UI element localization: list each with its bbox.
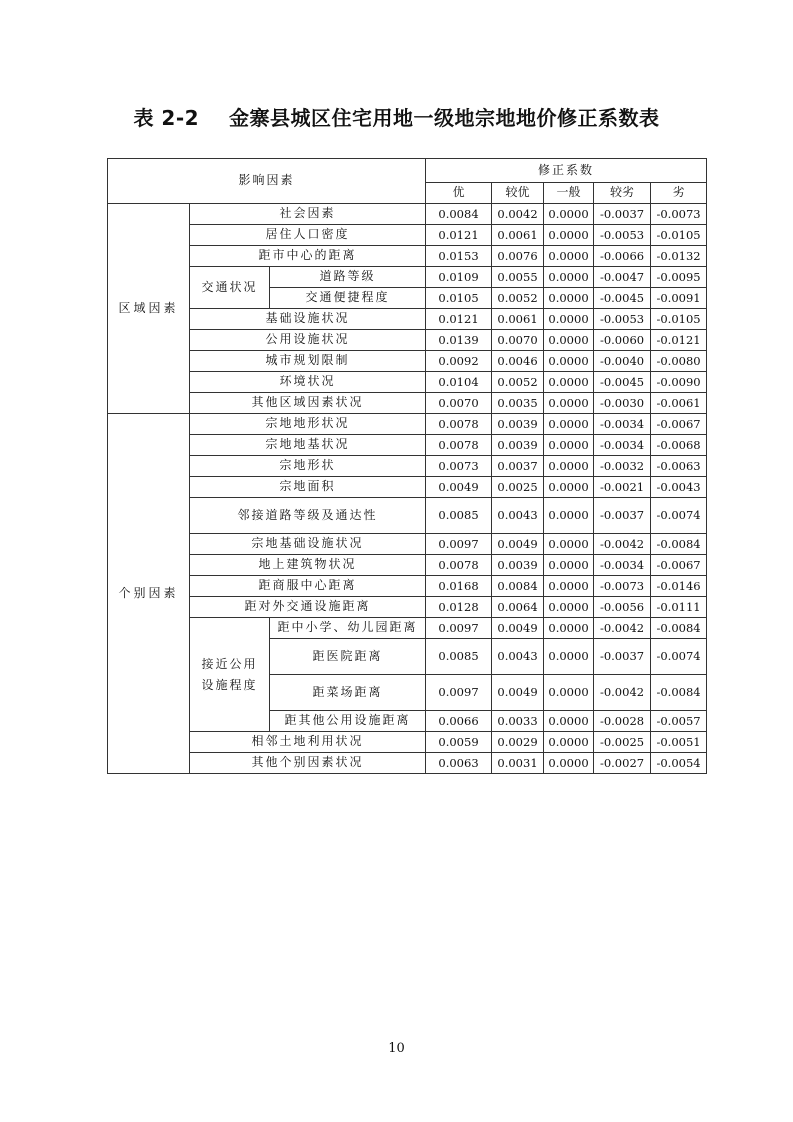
coef-value: 0.0000 xyxy=(544,618,594,639)
coef-value: -0.0105 xyxy=(651,309,707,330)
coef-value: 0.0039 xyxy=(492,555,544,576)
coef-value: -0.0028 xyxy=(594,711,651,732)
coef-value: 0.0000 xyxy=(544,753,594,774)
coef-value: 0.0105 xyxy=(426,288,492,309)
coef-value: 0.0000 xyxy=(544,330,594,351)
coef-value: 0.0000 xyxy=(544,393,594,414)
coef-value: 0.0039 xyxy=(492,435,544,456)
table-row xyxy=(108,498,707,534)
coef-value: 0.0000 xyxy=(544,498,594,534)
coef-value: 0.0049 xyxy=(426,477,492,498)
coef-value: 0.0168 xyxy=(426,576,492,597)
factor-label: 距菜场距离 xyxy=(270,675,426,711)
coef-value: 0.0033 xyxy=(492,711,544,732)
coef-value: 0.0073 xyxy=(426,456,492,477)
coef-value: 0.0061 xyxy=(492,309,544,330)
coef-value: -0.0121 xyxy=(651,330,707,351)
coef-value: -0.0045 xyxy=(594,372,651,393)
coef-value: 0.0049 xyxy=(492,618,544,639)
coef-header: 修正系数 xyxy=(426,159,707,183)
coef-value: 0.0000 xyxy=(544,576,594,597)
factor-label: 城市规划限制 xyxy=(190,351,426,372)
coef-value: 0.0000 xyxy=(544,288,594,309)
coef-value: 0.0064 xyxy=(492,597,544,618)
coef-value: 0.0000 xyxy=(544,456,594,477)
coef-value: -0.0146 xyxy=(651,576,707,597)
factor-label: 环境状况 xyxy=(190,372,426,393)
coef-value: 0.0000 xyxy=(544,372,594,393)
coef-value: -0.0042 xyxy=(594,675,651,711)
coef-value: 0.0078 xyxy=(426,414,492,435)
coef-value: -0.0045 xyxy=(594,288,651,309)
coef-value: 0.0000 xyxy=(544,435,594,456)
coef-value: -0.0054 xyxy=(651,753,707,774)
group-label: 区域因素 xyxy=(108,204,190,414)
coef-value: 0.0063 xyxy=(426,753,492,774)
factor-label: 距对外交通设施距离 xyxy=(190,597,426,618)
factor-label: 距医院距离 xyxy=(270,639,426,675)
table-row xyxy=(108,753,707,774)
coef-value: -0.0060 xyxy=(594,330,651,351)
coef-value: -0.0030 xyxy=(594,393,651,414)
coef-value: -0.0057 xyxy=(651,711,707,732)
coef-value: -0.0074 xyxy=(651,639,707,675)
coef-value: 0.0000 xyxy=(544,675,594,711)
coef-value: 0.0000 xyxy=(544,639,594,675)
factor-label: 宗地地基状况 xyxy=(190,435,426,456)
table-row xyxy=(108,534,707,555)
coef-value: 0.0043 xyxy=(492,639,544,675)
factor-label: 公用设施状况 xyxy=(190,330,426,351)
subgroup-label: 交通状况 xyxy=(190,267,270,309)
table-row xyxy=(108,435,707,456)
coef-value: -0.0025 xyxy=(594,732,651,753)
coef-value: -0.0056 xyxy=(594,597,651,618)
factor-label: 宗地基础设施状况 xyxy=(190,534,426,555)
coef-value: -0.0111 xyxy=(651,597,707,618)
coef-value: -0.0091 xyxy=(651,288,707,309)
coef-value: 0.0025 xyxy=(492,477,544,498)
coef-value: 0.0000 xyxy=(544,351,594,372)
coef-value: 0.0000 xyxy=(544,477,594,498)
coef-value: -0.0037 xyxy=(594,498,651,534)
factor-label: 距其他公用设施距离 xyxy=(270,711,426,732)
coef-value: 0.0000 xyxy=(544,309,594,330)
coef-value: -0.0132 xyxy=(651,246,707,267)
coefficient-table xyxy=(107,158,707,774)
coef-value: 0.0059 xyxy=(426,732,492,753)
coef-value: -0.0063 xyxy=(651,456,707,477)
coef-value: 0.0084 xyxy=(492,576,544,597)
coef-value: -0.0043 xyxy=(651,477,707,498)
coef-value: 0.0035 xyxy=(492,393,544,414)
factor-label: 社会因素 xyxy=(190,204,426,225)
table-row xyxy=(108,204,707,225)
coef-value: 0.0000 xyxy=(544,204,594,225)
coef-value: 0.0043 xyxy=(492,498,544,534)
factor-label: 交通便捷程度 xyxy=(270,288,426,309)
table-row xyxy=(108,597,707,618)
factor-header: 影响因素 xyxy=(108,159,426,204)
coef-value: 0.0000 xyxy=(544,267,594,288)
coef-value: 0.0039 xyxy=(492,414,544,435)
coef-value: 0.0121 xyxy=(426,225,492,246)
coef-value: -0.0073 xyxy=(651,204,707,225)
table-row xyxy=(108,555,707,576)
factor-label: 距中小学、幼儿园距离 xyxy=(270,618,426,639)
coef-value: -0.0066 xyxy=(594,246,651,267)
factor-label: 其他个别因素状况 xyxy=(190,753,426,774)
coef-value: 0.0000 xyxy=(544,414,594,435)
header-row xyxy=(108,159,707,183)
grade-header: 一般 xyxy=(544,183,594,204)
coef-value: 0.0121 xyxy=(426,309,492,330)
table-number: 表 2-2 xyxy=(133,106,200,130)
coef-value: 0.0052 xyxy=(492,288,544,309)
coef-value: 0.0085 xyxy=(426,498,492,534)
coef-value: 0.0139 xyxy=(426,330,492,351)
coef-value: -0.0034 xyxy=(594,414,651,435)
table-row xyxy=(108,732,707,753)
table-row xyxy=(108,414,707,435)
table-row xyxy=(108,351,707,372)
table-row xyxy=(108,456,707,477)
coef-value: -0.0084 xyxy=(651,675,707,711)
coef-value: 0.0153 xyxy=(426,246,492,267)
coef-value: -0.0095 xyxy=(651,267,707,288)
page-number: 10 xyxy=(388,1041,405,1056)
coef-value: -0.0034 xyxy=(594,435,651,456)
factor-label: 相邻土地利用状况 xyxy=(190,732,426,753)
coef-value: -0.0040 xyxy=(594,351,651,372)
coef-value: -0.0084 xyxy=(651,618,707,639)
coef-value: -0.0090 xyxy=(651,372,707,393)
table-row xyxy=(108,330,707,351)
table-row xyxy=(108,477,707,498)
coef-value: 0.0097 xyxy=(426,618,492,639)
factor-label: 距市中心的距离 xyxy=(190,246,426,267)
coef-value: 0.0000 xyxy=(544,246,594,267)
table-row xyxy=(108,576,707,597)
table-row xyxy=(108,225,707,246)
coef-value: 0.0000 xyxy=(544,597,594,618)
coef-value: -0.0067 xyxy=(651,414,707,435)
table-row xyxy=(108,618,707,639)
factor-label: 邻接道路等级及通达性 xyxy=(190,498,426,534)
coef-value: 0.0104 xyxy=(426,372,492,393)
coef-value: 0.0078 xyxy=(426,435,492,456)
coef-value: 0.0076 xyxy=(492,246,544,267)
factor-label: 距商服中心距离 xyxy=(190,576,426,597)
coef-value: 0.0042 xyxy=(492,204,544,225)
factor-label: 地上建筑物状况 xyxy=(190,555,426,576)
coef-value: 0.0049 xyxy=(492,534,544,555)
table-title-text: 金寨县城区住宅用地一级地宗地地价修正系数表 xyxy=(229,106,660,130)
coef-value: 0.0097 xyxy=(426,534,492,555)
coef-value: -0.0034 xyxy=(594,555,651,576)
coef-value: -0.0067 xyxy=(651,555,707,576)
coef-value: -0.0042 xyxy=(594,534,651,555)
coef-value: -0.0053 xyxy=(594,225,651,246)
table-row xyxy=(108,267,707,288)
coef-value: -0.0047 xyxy=(594,267,651,288)
coef-value: -0.0074 xyxy=(651,498,707,534)
coef-value: -0.0053 xyxy=(594,309,651,330)
coef-value: -0.0042 xyxy=(594,618,651,639)
factor-label: 居住人口密度 xyxy=(190,225,426,246)
coef-value: -0.0032 xyxy=(594,456,651,477)
coef-value: -0.0073 xyxy=(594,576,651,597)
coef-value: 0.0000 xyxy=(544,555,594,576)
coef-value: 0.0000 xyxy=(544,732,594,753)
group-label: 个别因素 xyxy=(108,414,190,774)
grade-header: 较劣 xyxy=(594,183,651,204)
grade-header: 较优 xyxy=(492,183,544,204)
coef-value: 0.0066 xyxy=(426,711,492,732)
coef-value: 0.0052 xyxy=(492,372,544,393)
coef-value: 0.0000 xyxy=(544,534,594,555)
coef-value: -0.0105 xyxy=(651,225,707,246)
coef-value: 0.0097 xyxy=(426,675,492,711)
table-row xyxy=(108,309,707,330)
factor-label: 基础设施状况 xyxy=(190,309,426,330)
coef-value: 0.0000 xyxy=(544,225,594,246)
coef-value: 0.0029 xyxy=(492,732,544,753)
coef-value: 0.0109 xyxy=(426,267,492,288)
coef-value: -0.0037 xyxy=(594,204,651,225)
coef-value: 0.0046 xyxy=(492,351,544,372)
coef-value: -0.0021 xyxy=(594,477,651,498)
coef-value: 0.0070 xyxy=(492,330,544,351)
coef-value: -0.0068 xyxy=(651,435,707,456)
coef-value: 0.0070 xyxy=(426,393,492,414)
grade-header: 优 xyxy=(426,183,492,204)
coef-value: 0.0078 xyxy=(426,555,492,576)
table-row xyxy=(108,246,707,267)
table-row xyxy=(108,393,707,414)
coef-value: 0.0037 xyxy=(492,456,544,477)
coef-value: -0.0027 xyxy=(594,753,651,774)
coef-value: 0.0061 xyxy=(492,225,544,246)
coef-value: 0.0092 xyxy=(426,351,492,372)
coef-value: -0.0051 xyxy=(651,732,707,753)
factor-label: 宗地地形状况 xyxy=(190,414,426,435)
coef-value: 0.0085 xyxy=(426,639,492,675)
coef-value: 0.0049 xyxy=(492,675,544,711)
subgroup-label: 接近公用设施程度 xyxy=(190,618,270,732)
table-title xyxy=(0,102,793,131)
grade-header: 劣 xyxy=(651,183,707,204)
factor-label: 宗地形状 xyxy=(190,456,426,477)
factor-label: 道路等级 xyxy=(270,267,426,288)
coef-value: -0.0061 xyxy=(651,393,707,414)
coef-value: -0.0037 xyxy=(594,639,651,675)
coef-value: 0.0084 xyxy=(426,204,492,225)
coef-value: 0.0128 xyxy=(426,597,492,618)
coef-value: 0.0031 xyxy=(492,753,544,774)
coef-value: 0.0055 xyxy=(492,267,544,288)
factor-label: 其他区域因素状况 xyxy=(190,393,426,414)
coef-value: -0.0084 xyxy=(651,534,707,555)
coef-value: 0.0000 xyxy=(544,711,594,732)
coef-value: -0.0080 xyxy=(651,351,707,372)
factor-label: 宗地面积 xyxy=(190,477,426,498)
table-row xyxy=(108,372,707,393)
